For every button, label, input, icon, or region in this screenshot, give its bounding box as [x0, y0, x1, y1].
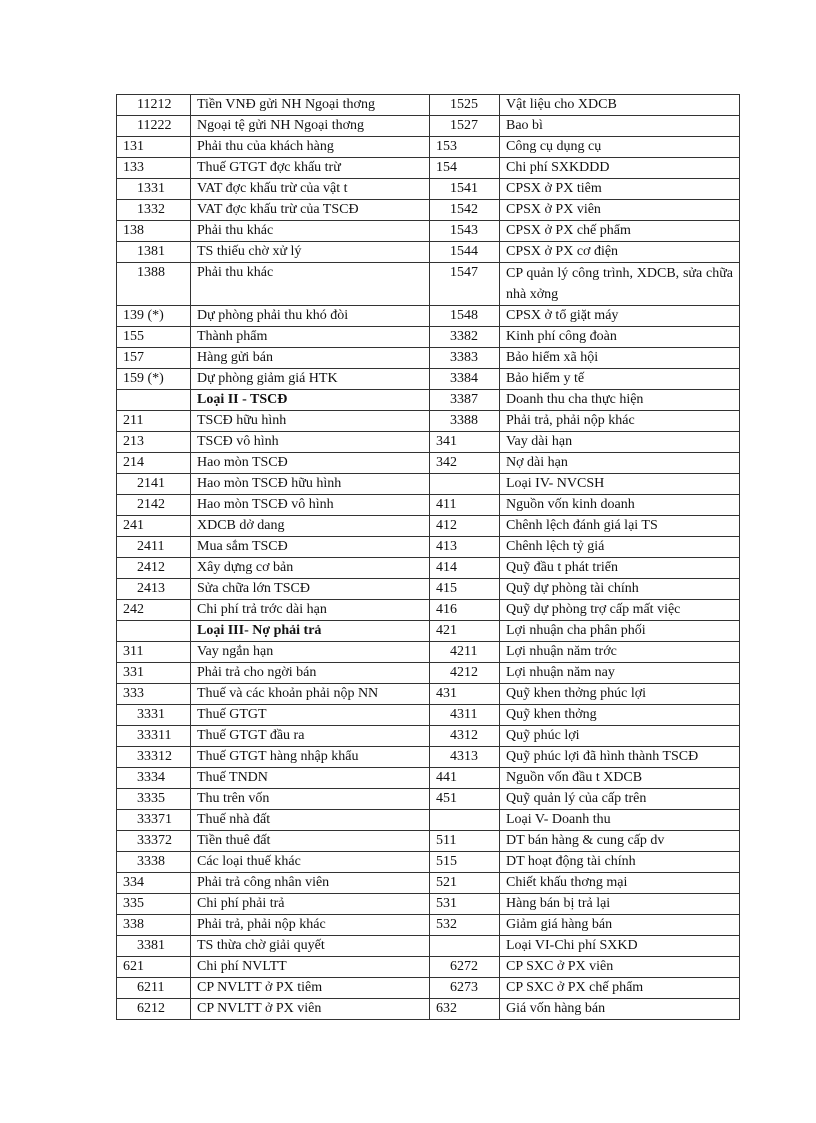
left-account-code: 242: [117, 600, 191, 621]
left-account-name: Mua sắm TSCĐ: [191, 537, 430, 558]
left-account-code: 241: [117, 516, 191, 537]
right-account-code: 412: [430, 516, 500, 537]
left-account-name: TSCĐ vô hình: [191, 432, 430, 453]
table-row: [117, 894, 740, 915]
right-account-code: 4311: [430, 705, 500, 726]
right-account-name: CPSX ở PX viên: [500, 200, 740, 221]
left-account-name: XDCB dở dang: [191, 516, 430, 537]
left-account-name: TS thừa chờ giải quyết: [191, 936, 430, 957]
right-account-code: 511: [430, 831, 500, 852]
right-account-name: Quỹ dự phòng trợ cấp mất việc: [500, 600, 740, 621]
right-account-name: CPSX ở PX chế phẩm: [500, 221, 740, 242]
right-account-code: 1547: [430, 263, 500, 306]
right-account-code: 342: [430, 453, 500, 474]
table-row: [117, 327, 740, 348]
right-account-code: 441: [430, 768, 500, 789]
right-account-code: 1542: [430, 200, 500, 221]
right-account-name: CPSX ở PX cơ điện: [500, 242, 740, 263]
left-account-code: 157: [117, 348, 191, 369]
table-row: [117, 852, 740, 873]
table-row: [117, 726, 740, 747]
right-account-name: Nợ dài hạn: [500, 453, 740, 474]
table-row: [117, 348, 740, 369]
right-account-code: 4313: [430, 747, 500, 768]
right-account-name: Vay dài hạn: [500, 432, 740, 453]
right-account-name: CP quản lý công trình, XDCB, sửa chữa nhà xởng: [500, 263, 740, 306]
right-account-code: 521: [430, 873, 500, 894]
right-account-code: 1548: [430, 306, 500, 327]
left-account-name: Ngoại tệ gửi NH Ngoại thơng: [191, 116, 430, 137]
table-row: [117, 957, 740, 978]
table-row: [117, 558, 740, 579]
right-account-code: 451: [430, 789, 500, 810]
left-account-name: Loại III- Nợ phải trả: [191, 621, 430, 642]
left-account-code: 334: [117, 873, 191, 894]
right-account-code: 414: [430, 558, 500, 579]
table-row: [117, 831, 740, 852]
left-account-name: Phải thu khác: [191, 263, 430, 306]
right-account-code: [430, 474, 500, 495]
left-account-code: 1332: [117, 200, 191, 221]
right-account-code: 532: [430, 915, 500, 936]
table-row: [117, 432, 740, 453]
left-account-name: VAT đợc khấu trừ của TSCĐ: [191, 200, 430, 221]
right-account-name: Loại V- Doanh thu: [500, 810, 740, 831]
right-account-name: Kinh phí công đoàn: [500, 327, 740, 348]
left-account-name: Các loại thuế khác: [191, 852, 430, 873]
table-row: [117, 516, 740, 537]
left-account-code: 1381: [117, 242, 191, 263]
right-account-name: Quỹ phúc lợi: [500, 726, 740, 747]
left-account-code: 33311: [117, 726, 191, 747]
right-account-name: CPSX ở tổ giặt máy: [500, 306, 740, 327]
right-account-code: 4211: [430, 642, 500, 663]
right-account-name: CP SXC ở PX chế phẩm: [500, 978, 740, 999]
table-row: [117, 663, 740, 684]
left-account-name: Phải thu của khách hàng: [191, 137, 430, 158]
right-account-code: 1543: [430, 221, 500, 242]
left-account-name: Thuế và các khoản phải nộp NN: [191, 684, 430, 705]
left-account-name: Tiền VNĐ gửi NH Ngoại thơng: [191, 95, 430, 116]
left-account-name: TSCĐ hữu hình: [191, 411, 430, 432]
right-account-name: Phải trả, phải nộp khác: [500, 411, 740, 432]
table-body: [117, 95, 740, 1020]
left-account-name: Dự phòng giảm giá HTK: [191, 369, 430, 390]
left-account-name: Thuế GTGT đợc khấu trừ: [191, 158, 430, 179]
left-account-code: 3335: [117, 789, 191, 810]
right-account-name: Bao bì: [500, 116, 740, 137]
table-row: [117, 137, 740, 158]
table-row: [117, 95, 740, 116]
right-account-name: Nguồn vốn đầu t XDCB: [500, 768, 740, 789]
left-account-code: 6211: [117, 978, 191, 999]
right-account-name: Nguồn vốn kinh doanh: [500, 495, 740, 516]
right-account-code: 6272: [430, 957, 500, 978]
right-account-name: Lợi nhuận năm nay: [500, 663, 740, 684]
left-account-name: TS thiếu chờ xử lý: [191, 242, 430, 263]
left-account-code: 33371: [117, 810, 191, 831]
left-account-name: Phải trả cho ngời bán: [191, 663, 430, 684]
left-account-code: 1331: [117, 179, 191, 200]
right-account-code: 632: [430, 999, 500, 1020]
table-row: [117, 306, 740, 327]
table-row: [117, 263, 740, 306]
table-row: [117, 200, 740, 221]
left-account-code: 3338: [117, 852, 191, 873]
left-account-code: 33312: [117, 747, 191, 768]
table-row: [117, 474, 740, 495]
table-row: [117, 579, 740, 600]
right-account-name: Doanh thu cha thực hiện: [500, 390, 740, 411]
left-account-code: 6212: [117, 999, 191, 1020]
right-account-name: Quỹ phúc lợi đã hình thành TSCĐ: [500, 747, 740, 768]
right-account-name: CPSX ở PX tiêm: [500, 179, 740, 200]
left-account-code: 159 (*): [117, 369, 191, 390]
right-account-code: [430, 936, 500, 957]
right-account-name: Bảo hiểm xã hội: [500, 348, 740, 369]
left-account-code: 338: [117, 915, 191, 936]
left-account-code: 11222: [117, 116, 191, 137]
table-row: [117, 768, 740, 789]
right-account-name: Giá vốn hàng bán: [500, 999, 740, 1020]
left-account-name: Tiền thuê đất: [191, 831, 430, 852]
table-row: [117, 915, 740, 936]
left-account-name: Thuế GTGT: [191, 705, 430, 726]
left-account-code: 211: [117, 411, 191, 432]
left-account-name: Thuế nhà đất: [191, 810, 430, 831]
left-account-name: Thuế TNDN: [191, 768, 430, 789]
left-account-name: Xây dựng cơ bản: [191, 558, 430, 579]
right-account-name: Công cụ dụng cụ: [500, 137, 740, 158]
left-account-name: Hao mòn TSCĐ vô hình: [191, 495, 430, 516]
table-row: [117, 642, 740, 663]
right-account-name: DT bán hàng & cung cấp dv: [500, 831, 740, 852]
right-account-code: 153: [430, 137, 500, 158]
left-account-code: 2142: [117, 495, 191, 516]
table-row: [117, 453, 740, 474]
right-account-name: Chênh lệch tỷ giá: [500, 537, 740, 558]
right-account-name: Quỹ dự phòng tài chính: [500, 579, 740, 600]
table-row: [117, 978, 740, 999]
right-account-name: DT hoạt động tài chính: [500, 852, 740, 873]
table-row: [117, 789, 740, 810]
left-account-name: CP NVLTT ở PX viên: [191, 999, 430, 1020]
right-account-code: 421: [430, 621, 500, 642]
left-account-name: Chi phí NVLTT: [191, 957, 430, 978]
table-row: [117, 242, 740, 263]
right-account-name: Loại VI-Chi phí SXKD: [500, 936, 740, 957]
left-account-code: 311: [117, 642, 191, 663]
left-account-name: Dự phòng phải thu khó đòi: [191, 306, 430, 327]
left-account-code: 155: [117, 327, 191, 348]
right-account-code: 431: [430, 684, 500, 705]
left-account-code: [117, 621, 191, 642]
left-account-code: 3334: [117, 768, 191, 789]
right-account-code: 415: [430, 579, 500, 600]
right-account-name: Quỹ đầu t phát triển: [500, 558, 740, 579]
left-account-code: 133: [117, 158, 191, 179]
right-account-code: 515: [430, 852, 500, 873]
left-account-name: VAT đợc khấu trừ của vật t: [191, 179, 430, 200]
table-row: [117, 390, 740, 411]
right-account-code: 3382: [430, 327, 500, 348]
left-account-code: 2411: [117, 537, 191, 558]
right-account-code: 531: [430, 894, 500, 915]
right-account-name: Vật liệu cho XDCB: [500, 95, 740, 116]
left-account-name: Loại II - TSCĐ: [191, 390, 430, 411]
right-account-name: CP SXC ở PX viên: [500, 957, 740, 978]
right-account-code: 1525: [430, 95, 500, 116]
left-account-name: Thành phẩm: [191, 327, 430, 348]
left-account-code: 139 (*): [117, 306, 191, 327]
left-account-name: Chi phí phải trả: [191, 894, 430, 915]
right-account-name: Quỹ quản lý của cấp trên: [500, 789, 740, 810]
table-row: [117, 411, 740, 432]
left-account-code: [117, 390, 191, 411]
left-account-code: 621: [117, 957, 191, 978]
left-account-code: 1388: [117, 263, 191, 306]
right-account-code: 341: [430, 432, 500, 453]
right-account-code: 4212: [430, 663, 500, 684]
table-row: [117, 116, 740, 137]
left-account-code: 335: [117, 894, 191, 915]
left-account-name: Chi phí trả trớc dài hạn: [191, 600, 430, 621]
right-account-name: Loại IV- NVCSH: [500, 474, 740, 495]
left-account-code: 138: [117, 221, 191, 242]
right-account-code: 1527: [430, 116, 500, 137]
right-account-code: [430, 810, 500, 831]
right-account-code: 413: [430, 537, 500, 558]
left-account-name: CP NVLTT ở PX tiêm: [191, 978, 430, 999]
left-account-name: Phải trả, phải nộp khác: [191, 915, 430, 936]
right-account-code: 416: [430, 600, 500, 621]
right-account-code: 3388: [430, 411, 500, 432]
left-account-name: Vay ngắn hạn: [191, 642, 430, 663]
left-account-code: 2412: [117, 558, 191, 579]
right-account-name: Chi phí SXKDDD: [500, 158, 740, 179]
table-row: [117, 600, 740, 621]
right-account-code: 154: [430, 158, 500, 179]
left-account-code: 213: [117, 432, 191, 453]
right-account-code: 411: [430, 495, 500, 516]
left-account-name: Hàng gửi bán: [191, 348, 430, 369]
chart-of-accounts-table: [116, 94, 740, 1020]
left-account-name: Sửa chữa lớn TSCĐ: [191, 579, 430, 600]
right-account-name: Giảm giá hàng bán: [500, 915, 740, 936]
left-account-code: 331: [117, 663, 191, 684]
table-row: [117, 369, 740, 390]
left-account-code: 2141: [117, 474, 191, 495]
right-account-name: Quỹ khen thởng: [500, 705, 740, 726]
left-account-code: 33372: [117, 831, 191, 852]
right-account-code: 3383: [430, 348, 500, 369]
table-row: [117, 537, 740, 558]
right-account-name: Hàng bán bị trả lại: [500, 894, 740, 915]
right-account-name: Lợi nhuận cha phân phối: [500, 621, 740, 642]
table-row: [117, 747, 740, 768]
table-row: [117, 873, 740, 894]
right-account-code: 1544: [430, 242, 500, 263]
right-account-name: Lợi nhuận năm trớc: [500, 642, 740, 663]
left-account-name: Thuế GTGT đầu ra: [191, 726, 430, 747]
table-row: [117, 810, 740, 831]
table-row: [117, 684, 740, 705]
left-account-name: Phải trả công nhân viên: [191, 873, 430, 894]
left-account-name: Thuế GTGT hàng nhập khẩu: [191, 747, 430, 768]
right-account-name: Bảo hiểm y tế: [500, 369, 740, 390]
table-row: [117, 936, 740, 957]
right-account-code: 3384: [430, 369, 500, 390]
table-row: [117, 221, 740, 242]
table-row: [117, 705, 740, 726]
left-account-name: Phải thu khác: [191, 221, 430, 242]
right-account-name: Chiết khấu thơng mại: [500, 873, 740, 894]
table-row: [117, 999, 740, 1020]
left-account-code: 11212: [117, 95, 191, 116]
left-account-name: Thu trên vốn: [191, 789, 430, 810]
table-row: [117, 158, 740, 179]
table-row: [117, 495, 740, 516]
right-account-code: 6273: [430, 978, 500, 999]
left-account-code: 131: [117, 137, 191, 158]
right-account-name: Quỹ khen thởng phúc lợi: [500, 684, 740, 705]
left-account-code: 3331: [117, 705, 191, 726]
right-account-code: 3387: [430, 390, 500, 411]
left-account-code: 3381: [117, 936, 191, 957]
right-account-name: Chênh lệch đánh giá lại TS: [500, 516, 740, 537]
right-account-code: 1541: [430, 179, 500, 200]
left-account-name: Hao mòn TSCĐ hữu hình: [191, 474, 430, 495]
table-row: [117, 179, 740, 200]
left-account-code: 2413: [117, 579, 191, 600]
right-account-code: 4312: [430, 726, 500, 747]
left-account-code: 214: [117, 453, 191, 474]
left-account-code: 333: [117, 684, 191, 705]
table-row: [117, 621, 740, 642]
left-account-name: Hao mòn TSCĐ: [191, 453, 430, 474]
